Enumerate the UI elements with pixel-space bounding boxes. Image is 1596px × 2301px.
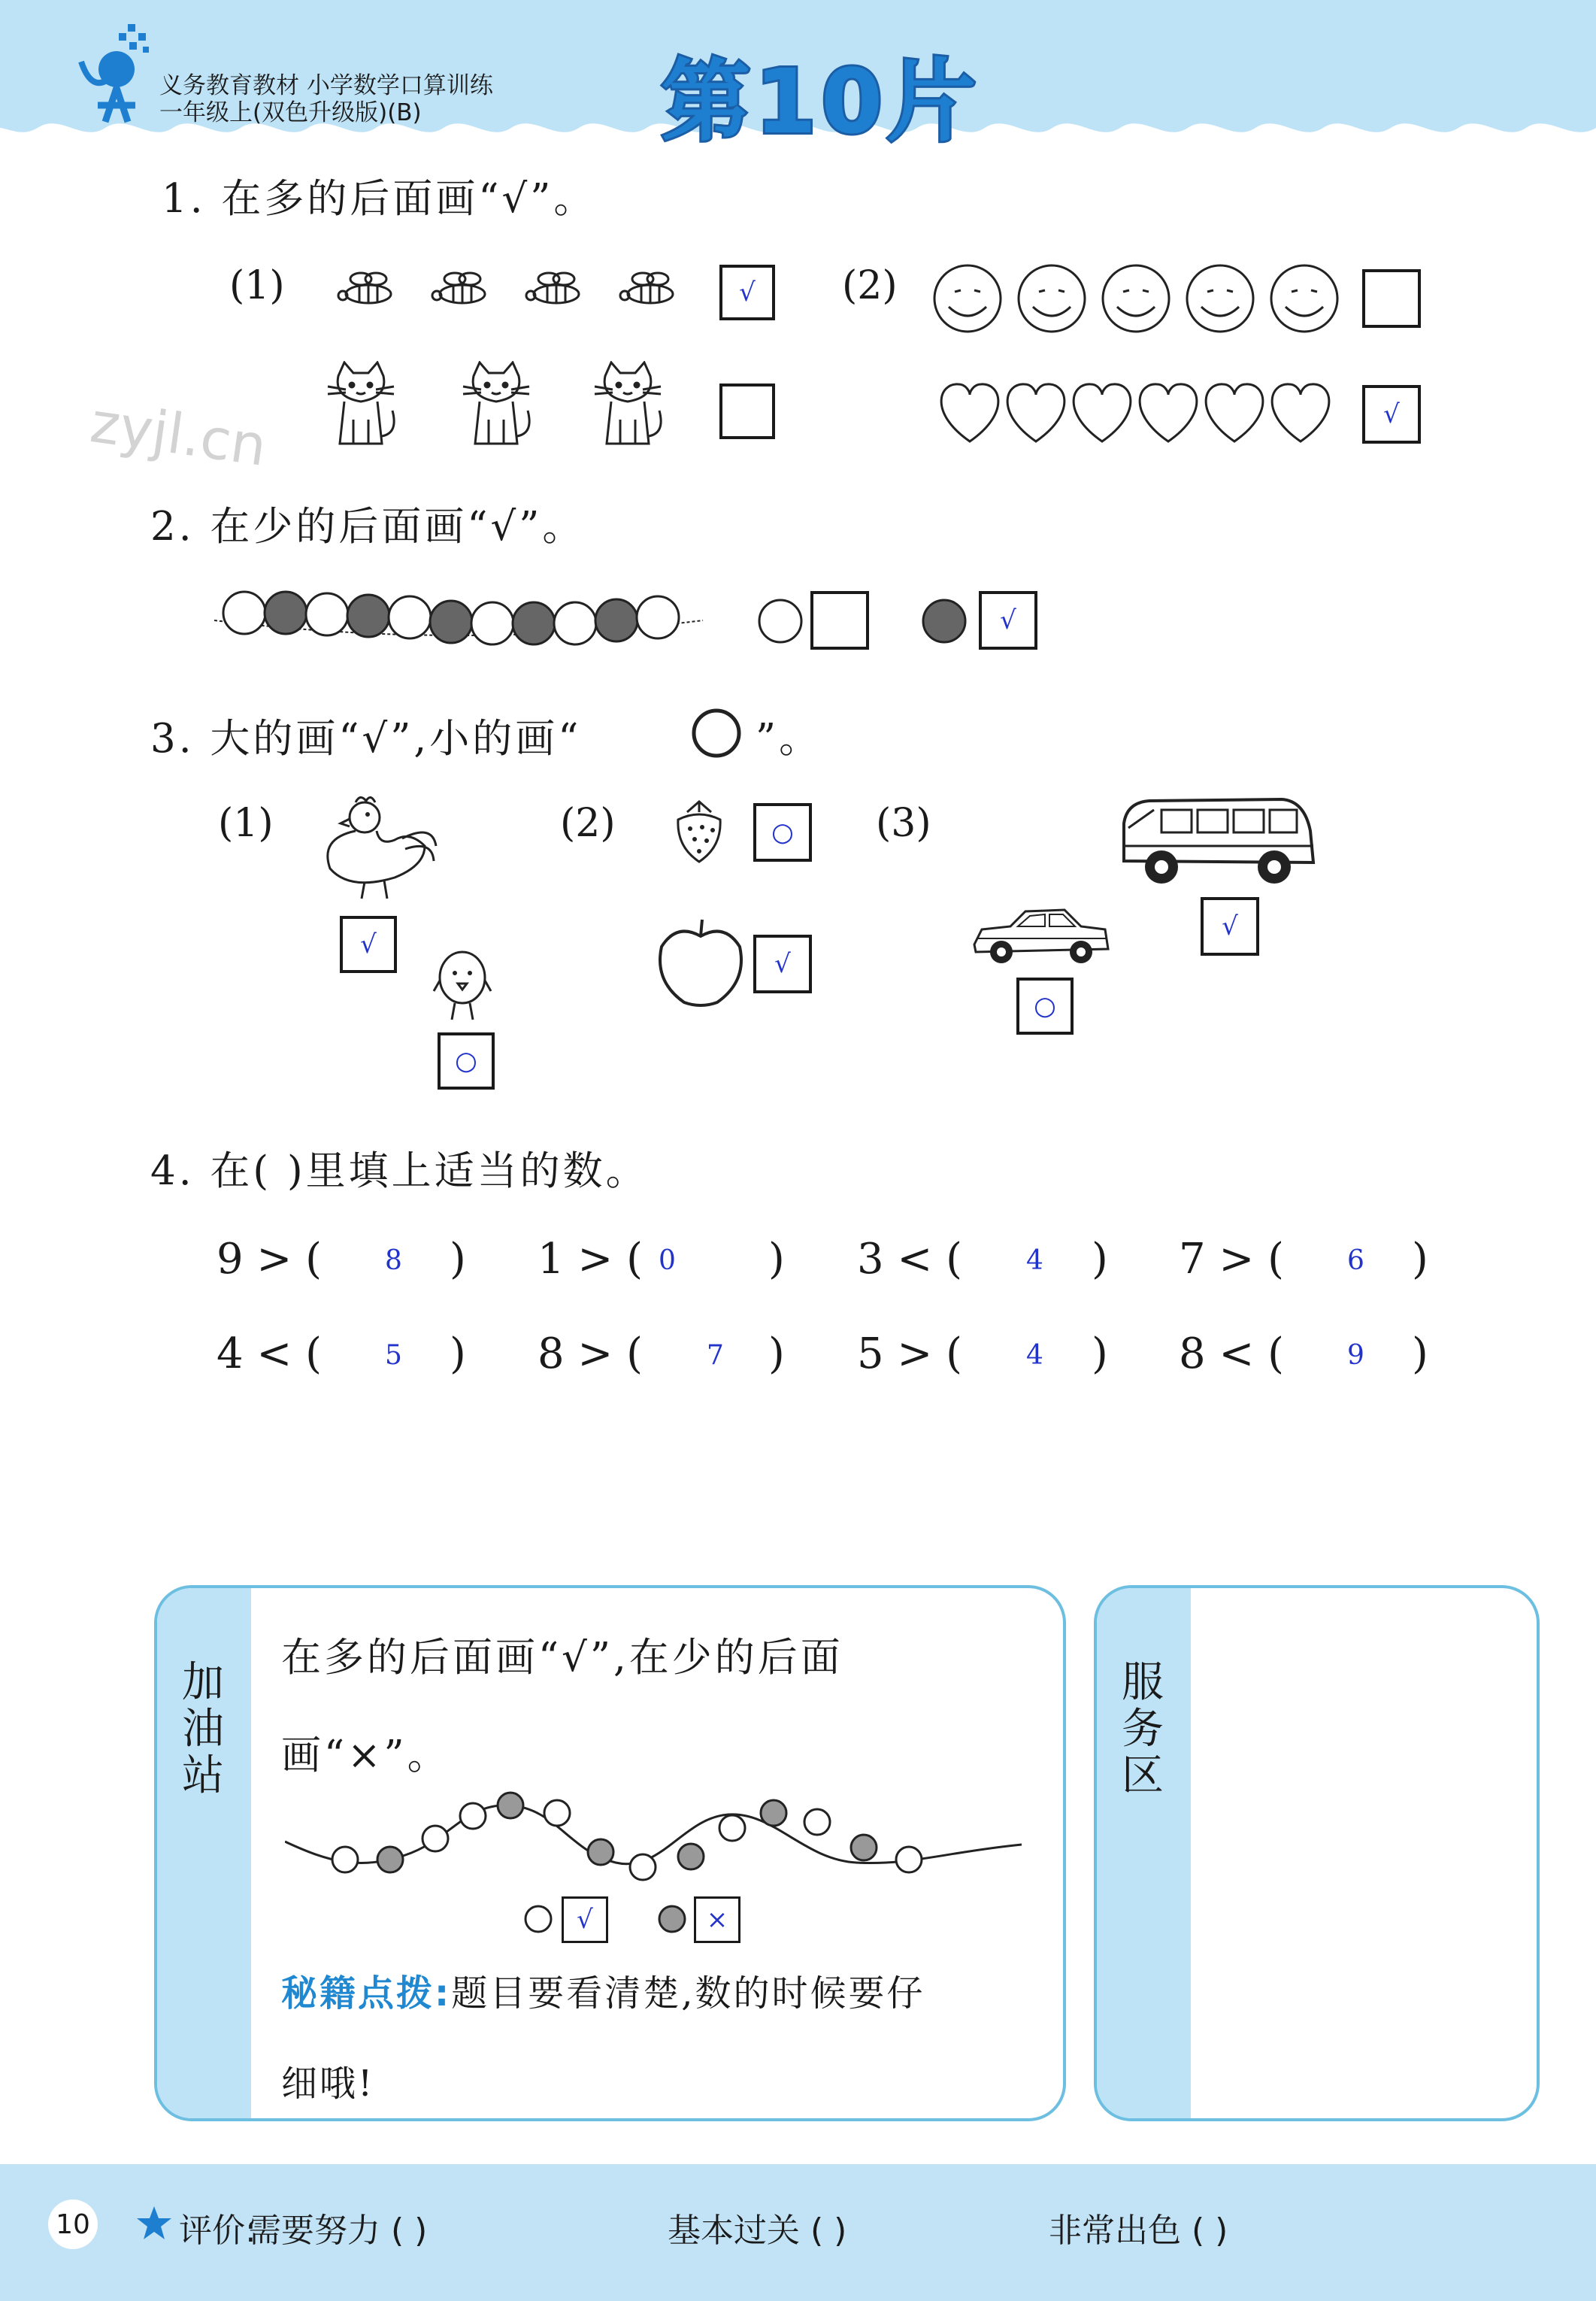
answer-box-hen[interactable]: √ (340, 916, 397, 973)
hen-icon (312, 793, 440, 902)
answer-box-car[interactable]: ○ (1016, 978, 1074, 1035)
gray-bead-icon (919, 596, 969, 646)
hearts-row-icon (936, 380, 1342, 447)
q4-item-left: 4 < ( (217, 1329, 322, 1378)
answer-box-cats[interactable] (719, 384, 775, 439)
q4-answer[interactable]: 4 (1026, 1245, 1043, 1276)
answer-box-gray-bead[interactable]: √ (979, 591, 1037, 650)
answer-box-hearts[interactable]: √ (1362, 385, 1421, 444)
white-bead-icon (522, 1902, 555, 1936)
q4-answer[interactable]: 9 (1347, 1340, 1364, 1371)
q4-item-left: 9 > ( (217, 1235, 322, 1284)
q3-label-2: (2) (560, 801, 616, 846)
answer-box-strawberry[interactable]: ○ (753, 803, 812, 862)
answer-box-gray-bead[interactable]: × (694, 1896, 740, 1943)
wavy-beads-string-icon (285, 1787, 1022, 1893)
van-icon (1116, 793, 1319, 891)
q1-part1-label: (1) (229, 263, 285, 308)
book-title-line2: 一年级上(双色升级版)(B) (159, 99, 422, 126)
q4-item-right: ) (450, 1329, 466, 1378)
page-header (0, 0, 1596, 173)
q4-item-left: 7 > ( (1179, 1235, 1284, 1284)
answer-box-chick[interactable]: ○ (438, 1032, 495, 1090)
beads-string-icon (214, 583, 710, 658)
book-title-line1: 义务教育教材 小学数学口算训练 (159, 72, 493, 99)
eval-option-needs-effort[interactable]: 需要努力 ( ) (248, 2212, 428, 2250)
strawberry-icon (669, 797, 729, 865)
answer-box-white-bead[interactable] (810, 591, 869, 650)
boost-side-label: 加油站 (182, 1658, 224, 1800)
q4-item-left: 1 > ( (538, 1235, 643, 1284)
q2-prompt: 2. 在少的后面画“√”。 (150, 504, 586, 550)
eval-label: 评价: (179, 2212, 256, 2250)
bees-row-icon (331, 267, 707, 312)
answer-box-white-bead[interactable]: √ (562, 1896, 608, 1943)
q4-item-left: 5 > ( (857, 1329, 962, 1378)
boost-prompt-line1: 在多的后面画“√”,在少的后面 (281, 1635, 843, 1681)
q4-item-left: 8 > ( (538, 1329, 643, 1378)
boost-prompt-line2: 画“×”。 (281, 1733, 450, 1778)
q4-prompt: 4. 在( )里填上适当的数。 (150, 1148, 649, 1194)
service-panel (1094, 1585, 1540, 2121)
q4-item-right: ) (1412, 1235, 1428, 1284)
answer-box-van[interactable]: √ (1201, 897, 1259, 956)
apple-icon (654, 914, 748, 1008)
q3-label-3: (3) (876, 801, 931, 846)
q4-answer[interactable]: 8 (385, 1245, 402, 1276)
page-number: 10 (48, 2199, 98, 2249)
page-title: 第10片 (662, 50, 981, 153)
q4-item-right: ) (768, 1235, 785, 1284)
tip-text-line1: 题目要看清楚,数的时候要仔 (451, 1972, 925, 2015)
q4-item-right: ) (1092, 1235, 1108, 1284)
q4-item-right: ) (1412, 1329, 1428, 1378)
smiles-row-icon (932, 263, 1353, 335)
answer-box-bees[interactable]: √ (719, 265, 775, 320)
q4-item-left: 8 < ( (1179, 1329, 1284, 1378)
chick-icon (432, 947, 492, 1026)
q1-part2-label: (2) (842, 263, 898, 308)
q4-item-left: 3 < ( (857, 1235, 962, 1284)
boost-tip (281, 1964, 925, 2016)
q4-answer[interactable]: 6 (1347, 1245, 1364, 1276)
cats-row-icon (323, 361, 677, 451)
q4-answer[interactable]: 0 (659, 1245, 676, 1276)
q3-prompt-part2: ”。 (756, 716, 822, 762)
gray-bead-icon (656, 1902, 689, 1936)
service-side-label: 服务区 (1122, 1658, 1164, 1800)
q4-answer[interactable]: 5 (385, 1340, 402, 1371)
car-icon (971, 902, 1110, 970)
eval-option-pass[interactable]: 基本过关 ( ) (668, 2212, 847, 2250)
q3-label-1: (1) (218, 801, 274, 846)
q4-item-right: ) (450, 1235, 466, 1284)
q3-prompt-part1: 3. 大的画“√”,小的画“ (150, 716, 582, 762)
boost-panel (154, 1585, 1066, 2121)
q4-item-right: ) (768, 1329, 785, 1378)
star-icon (135, 2205, 173, 2242)
q4-answer[interactable]: 7 (707, 1340, 724, 1371)
tip-label: 秘籍点拨: (281, 1972, 452, 2015)
watermark-text: zyjl.cn (86, 390, 271, 479)
white-bead-icon (756, 596, 805, 646)
q4-answer[interactable]: 4 (1026, 1340, 1043, 1371)
mascot-logo-icon (75, 17, 158, 129)
circle-symbol-icon (690, 707, 743, 759)
eval-option-excellent[interactable]: 非常出色 ( ) (1049, 2212, 1228, 2250)
q4-item-right: ) (1092, 1329, 1108, 1378)
answer-box-smiles[interactable] (1362, 269, 1421, 328)
tip-text-line2: 细哦! (281, 2063, 375, 2105)
q1-prompt: 1. 在多的后面画“√”。 (162, 176, 597, 222)
answer-box-apple[interactable]: √ (753, 935, 812, 993)
